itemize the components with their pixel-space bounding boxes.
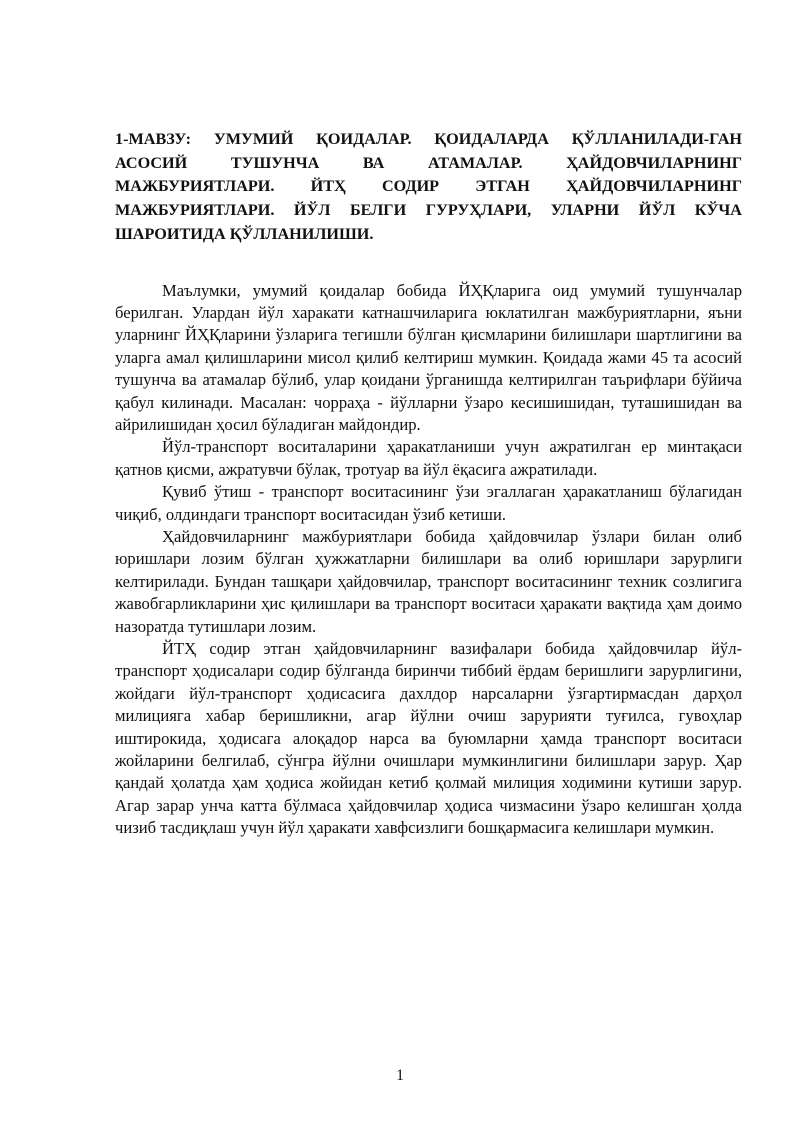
paragraph-overtaking: Қувиб ўтиш - транспорт воситасининг ўзи эгаллаган ҳаракатланиш бўлагидан чиқиб, олдиндаги транспорт воситасидан ўзиб кетиши. <box>115 482 742 524</box>
document-body <box>115 280 742 840</box>
paragraph-intro: Маълумки, умумий қоидалар бобида ЙҲҚларига оид умумий тушунчалар берилган. Улардан йўл харакати катнашчиларига юклатилган мажбуриятларни, яъни уларнинг ЙҲҚларини ўзларига тегишли бўлган қисмларини билишлари шартлигини ва уларга амал қилишларини мисол қилиб келтириш мумкин. Қоидада жами 45 та асосий тушунча ва атамалар бўлиб, улар қоидани ўрганишда келтирилган таърифлари бўйича қабул килинади. Масалан: чорраҳа - йўлларни ўзаро кесишишидан, туташишидан ва айрилишидан ҳосил бўладиган майдондир. <box>115 280 742 434</box>
page-number: 1 <box>396 1067 404 1084</box>
chapter-heading: 1-МАВЗУ: УМУМИЙ ҚОИДАЛАР. ҚОИДАЛАРДА ҚЎЛЛАНИЛАДИ-ГАН АСОСИЙ ТУШУНЧА ВА АТАМАЛАР. ҲАЙДОВЧИЛАРНИНГ МАЖБУРИЯТЛАРИ. ЙТҲ СОДИР ЭТГАН ҲАЙДОВЧИЛАРНИНГ МАЖБУРИЯТЛАРИ. ЙЎЛ БЕЛГИ ГУРУҲЛАРИ, УЛАРНИ ЙЎЛ КЎЧА ШАРОИТИДА ҚЎЛЛАНИЛИШИ. <box>115 130 742 243</box>
paragraph-roadway: Йўл-транспорт воситаларини ҳаракатланиши учун ажратилган ер минтақаси қатнов қисми, ажратувчи бўлак, тротуар ва йўл ёқасига ажратилади. <box>115 437 742 479</box>
paragraph-driver-duties: Ҳайдовчиларнинг мажбуриятлари бобида ҳайдовчилар ўзлари билан олиб юришлари лозим бўлган ҳужжатларни билишлари ва олиб юришлари зарурлиги келтирилади. Бундан ташқари ҳайдовчилар, транспорт воситасининг техник созлигига жавобгарликларини ҳис қилишлари ва транспорт воситаси ҳаракати вақтида ҳам доимо назоратда тутишлари лозим. <box>115 526 742 636</box>
document-page <box>115 128 742 840</box>
paragraph-accident-duties: ЙТҲ содир этган ҳайдовчиларнинг вазифалари бобида ҳайдовчилар йўл-транспорт ҳодисалари содир бўлганда биринчи тиббий ёрдам беришлиги зарурлигини, жойдаги йўл-транспорт ҳодисасига дахлдор нарсаларни ўзгартирмасдан дарҳол милицияга хабар беришликни, агар йўлни очиш зарурияти туғилса, гувоҳлар иштирокида, ҳодисага алоқадор нарса ва буюмларни ҳамда транспорт воситаси жойларини белгилаб, сўнгра йўлни очишлари мумкинлигини билишлари зарур. Ҳар қандай ҳолатда ҳам ҳодиса жойидан кетиб қолмай милиция ходимини кутиши зарур. Агар зарар унча катта бўлмаса ҳайдовчилар ҳодиса чизмасини ўзаро келишган ҳолда чизиб тасдиқлаш учун йўл ҳаракати хавфсизлиги бошқармасига келишлари мумкин. <box>115 639 742 838</box>
